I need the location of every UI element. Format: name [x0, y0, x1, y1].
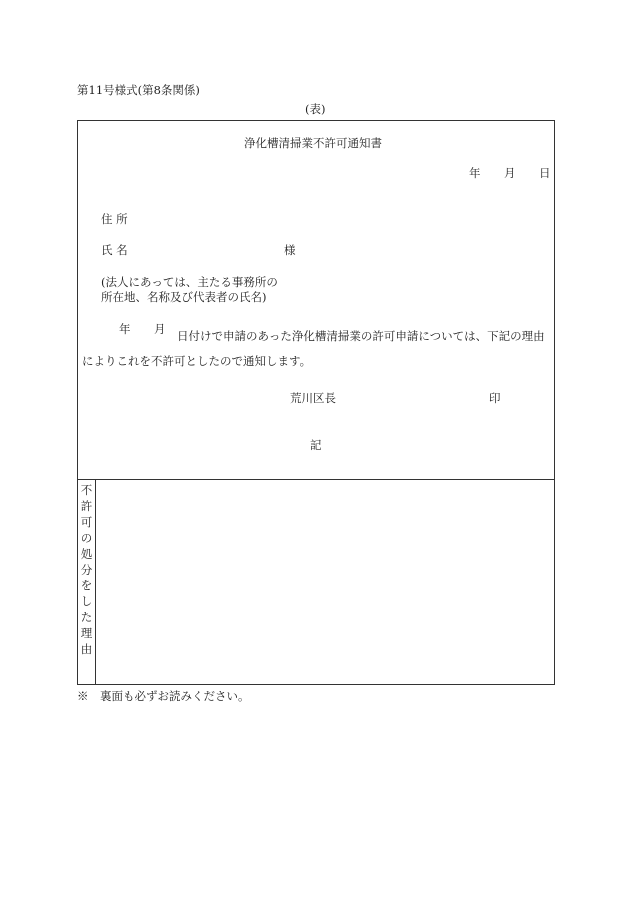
reason-label-char: 分	[80, 562, 93, 577]
reason-label-char: 不	[80, 483, 93, 497]
reason-label	[78, 483, 95, 658]
honorific: 様	[284, 243, 296, 257]
reason-label-char: 由	[80, 642, 93, 657]
date-year-label: 年	[469, 166, 481, 180]
body-year: 年	[119, 322, 131, 336]
corporate-note-line1: (法人にあっては、主たる事務所の	[101, 275, 278, 289]
ki-heading: 記	[310, 438, 322, 452]
body-month: 月	[154, 322, 166, 336]
form-number: 第11号様式(第8条関係)	[77, 83, 200, 97]
address-label: 住 所	[101, 212, 128, 226]
issuer-name: 荒川区長	[290, 391, 336, 405]
reason-label-char: 許	[80, 498, 93, 513]
notice-title: 浄化槽清掃業不許可通知書	[244, 136, 382, 150]
reason-label-char: の	[80, 530, 93, 545]
reason-label-char: た	[80, 610, 93, 625]
reason-content	[96, 480, 554, 684]
footer-note: ※ 裏面も必ずお読みください。	[77, 689, 250, 703]
name-label: 氏 名	[101, 243, 128, 257]
reason-label-char: 理	[80, 626, 93, 641]
seal-mark: 印	[489, 391, 501, 405]
reason-label-char: 処	[80, 546, 93, 561]
body-text: 日付けで申請のあった浄化槽清掃業の許可申請については、下記の理由によりこれを不許可としたので通知します。	[82, 329, 545, 368]
reason-label-char: を	[80, 578, 93, 593]
date-day-label: 日	[539, 166, 551, 180]
side-label: (表)	[305, 102, 326, 116]
date-month-label: 月	[504, 166, 516, 180]
reason-label-char: し	[80, 594, 93, 609]
corporate-note-line2: 所在地、名称及び代表者の氏名)	[101, 290, 267, 304]
reason-label-char: 可	[80, 514, 93, 529]
